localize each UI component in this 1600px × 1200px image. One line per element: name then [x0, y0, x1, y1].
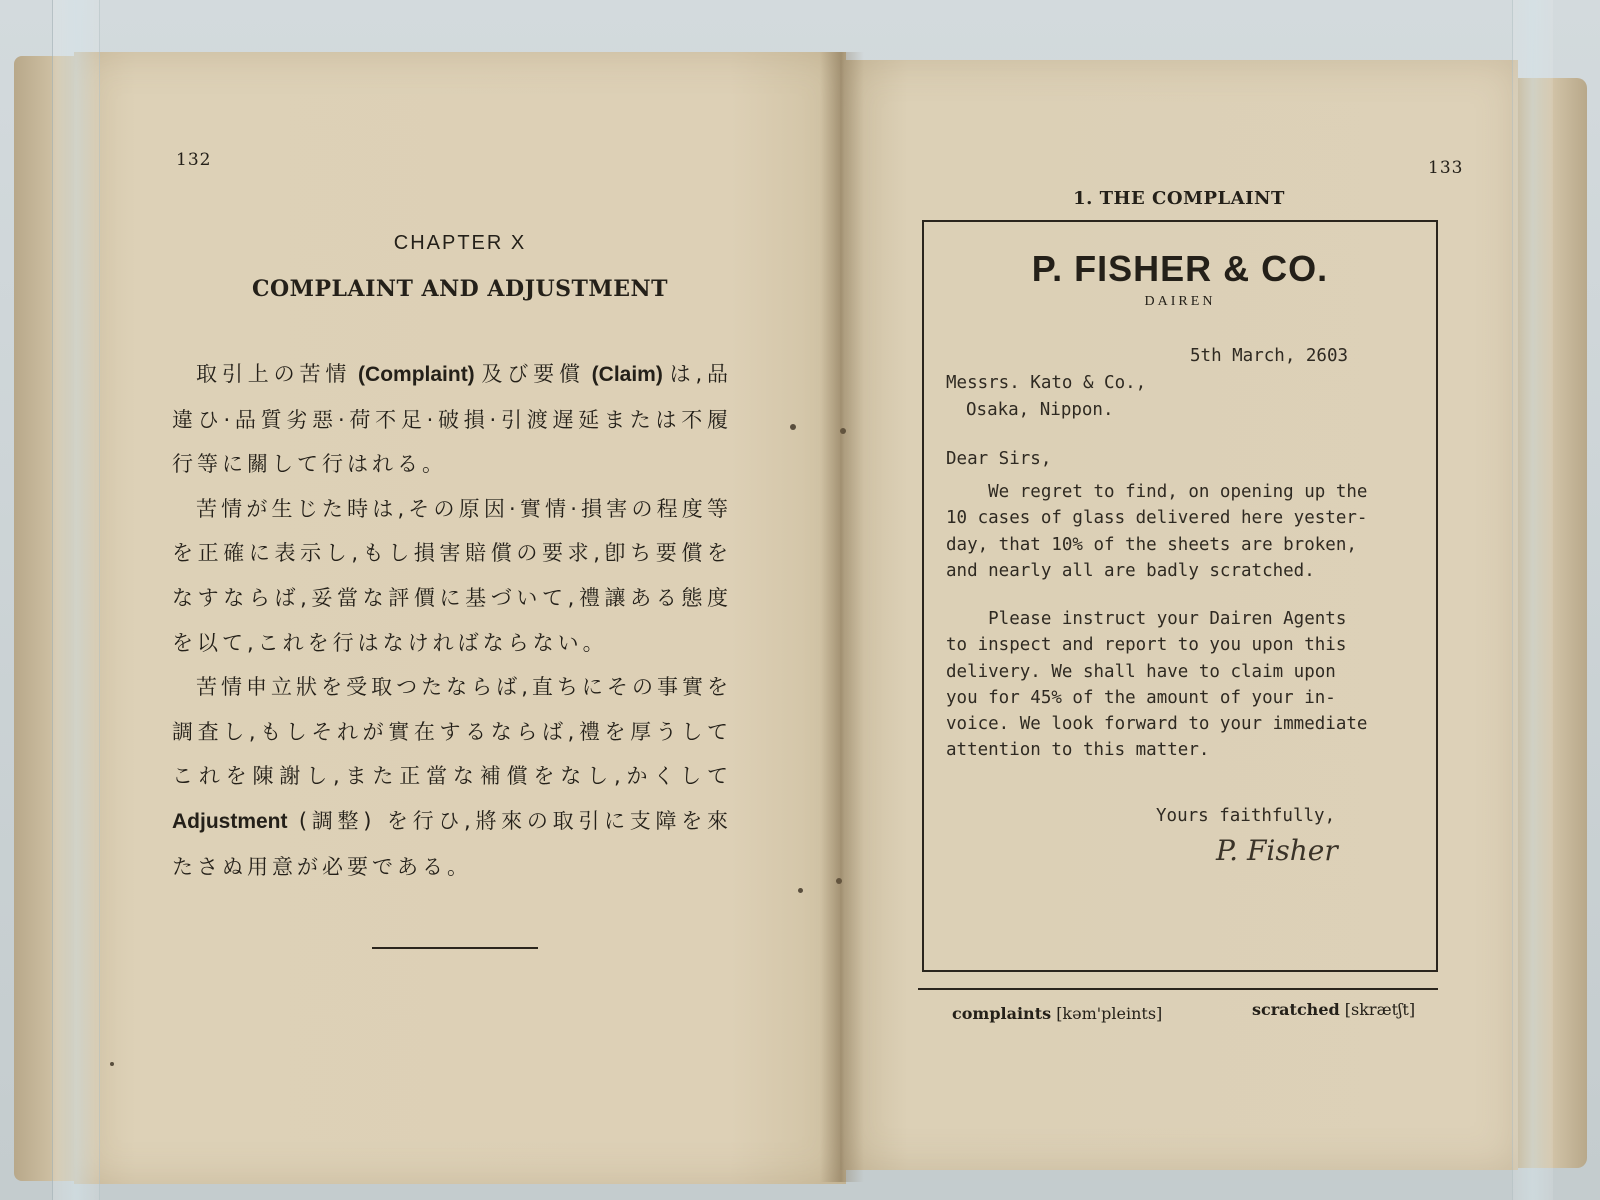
glossary-pronunciation: [skrætʃt]	[1344, 1000, 1416, 1019]
glossary-term: complaints	[952, 1004, 1052, 1023]
paper-speck	[790, 424, 796, 430]
paragraph-complaint-procedure	[172, 487, 732, 665]
letter-body-paragraph: We regret to find, on opening up the 10 cases of glass delivered here yester- day, that 10% of the sheets are broken, and nearly all are badly scratched.	[946, 482, 1368, 581]
text-segment: 苦情が生じた時は,その原因·實情·損害の程度等を正確に表示し,もし損害賠償の要求,卽ち要償をなすならば,妥當な評價に基づいて,禮讓ある態度を以て,これを行はなければならない。	[172, 496, 732, 655]
text-segment: 苦情申立狀を受取つたならば,直ちにその事實を調査し,もしそれが實在するならば,禮を厚うしてこれを陳謝し,また正當な補償をなし,かくして	[172, 675, 732, 789]
glossary-entry	[952, 1004, 1162, 1023]
section-title: 1. THE COMPLAINT	[1073, 188, 1285, 209]
japanese-body-text	[172, 352, 732, 889]
handwritten-signature: P. Fisher	[1216, 834, 1338, 867]
text-segment: (調整) を行ひ,將來の取引に支障を來たさぬ用意が必要である。	[172, 808, 732, 879]
section-end-rule	[372, 947, 538, 949]
paper-speck	[110, 1062, 114, 1066]
chapter-label: CHAPTER X	[393, 232, 527, 254]
glass-plate-left	[52, 0, 100, 1200]
letter-salutation: Dear Sirs,	[946, 449, 1052, 469]
recipient-name: Messrs. Kato & Co.,	[946, 373, 1147, 393]
letter-date: 5th March, 2603	[1190, 346, 1349, 366]
text-segment: 及び要償	[481, 362, 585, 386]
left-page	[74, 52, 846, 1184]
paragraph-complaint-definition	[172, 352, 732, 487]
term-complaint: (Complaint)	[351, 363, 482, 386]
right-page	[840, 60, 1518, 1170]
letter-body-paragraph: Please instruct your Dairen Agents to inspect and report to you upon this delivery. We shall have to claim upon you for 45% of the amount of your in- voice. We look forward to your immediate attention to this matter.	[946, 609, 1368, 761]
text-segment: 取引上の苦情	[196, 362, 352, 386]
letterhead-city: DAIREN	[1144, 294, 1216, 309]
sample-letter	[922, 220, 1438, 972]
page-number-left: 132	[176, 150, 212, 170]
term-adjustment: Adjustment	[172, 809, 288, 833]
paragraph-adjustment	[172, 665, 732, 889]
glossary-term: scratched	[1252, 1000, 1340, 1019]
term-claim: (Claim)	[584, 363, 670, 386]
book-gutter	[820, 52, 864, 1182]
text-segment: は,品違ひ·品質劣惡·荷不足·破損·引渡遅延または不履行等に關して行はれる。	[172, 362, 733, 477]
footnote-rule	[918, 988, 1438, 990]
recipient-address: Osaka, Nippon.	[966, 400, 1114, 420]
glossary-entry	[1252, 1000, 1415, 1019]
letter-closing: Yours faithfully,	[1156, 806, 1336, 826]
chapter-title: COMPLAINT AND ADJUSTMENT	[251, 276, 669, 302]
glossary-pronunciation: [kəm'pleints]	[1056, 1004, 1163, 1023]
paper-speck	[798, 888, 803, 893]
page-number-right: 133	[1428, 158, 1464, 178]
letterhead-company: P. FISHER & CO.	[1031, 248, 1329, 289]
glass-plate-right	[1512, 0, 1553, 1200]
